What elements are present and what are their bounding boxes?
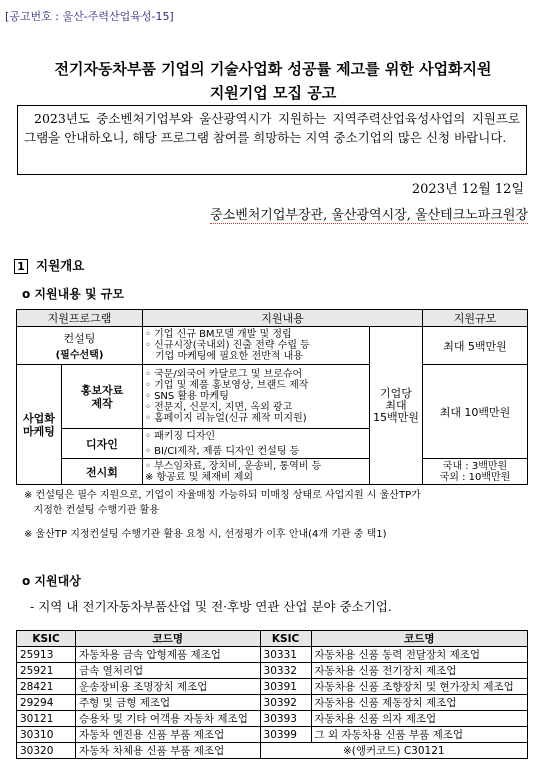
group-line: 사업화 (23, 411, 55, 425)
table-cell: 자동차용 신품 동력 전달장치 제조업 (311, 647, 527, 663)
subheading-support: o 지원내용 및 규모 (22, 287, 124, 301)
table-cell: 30393 (260, 711, 311, 727)
exhibition-scale (423, 459, 528, 485)
section-number: 1 (14, 259, 28, 274)
table-row (17, 679, 528, 695)
header-ksic: KSIC (260, 631, 311, 647)
announcement-date: 2023년 12월 12일 (411, 182, 524, 197)
table-cell: 자동차용 신품 제동장치 제조업 (311, 695, 527, 711)
support-table (16, 309, 528, 485)
program-promo (62, 365, 143, 429)
table-cell: 30320 (17, 743, 76, 759)
consulting-scale: 최대 5백만원 (423, 327, 528, 365)
list-item: ◦ 국문/외국어 카달로그 및 브로슈어 (145, 369, 303, 380)
subheading-target: o 지원대상 (22, 574, 81, 588)
list-item: ◦ 패키징 디자인 (145, 430, 216, 442)
program-exhibition: 전시회 (62, 459, 143, 485)
issuer: 중소벤처기업부장관, 울산광역시장, 울산테크노파크원장 (210, 204, 528, 224)
note-line: 지정한 컨설팅 수행기관 활용 (24, 505, 159, 516)
title-line-2: 지원기업 모집 공고 (209, 84, 337, 102)
consulting-content (143, 327, 370, 365)
promo-content (143, 365, 370, 429)
list-item: ◦ 전문지, 신문지, 지면, 옥외 광고 (145, 402, 293, 413)
table-row (17, 727, 528, 743)
anchor-code-note: ※(앵커코드) C30121 (260, 743, 527, 759)
table-cell: 30310 (17, 727, 76, 743)
table-cell: 자동차용 신품 전기장치 제조업 (311, 663, 527, 679)
table-cell: 주형 및 금형 제조업 (76, 695, 261, 711)
marketing-group (17, 365, 62, 485)
table-cell: 승용차 및 기타 여객용 자동차 제조업 (76, 711, 261, 727)
marketing-scale: 최대 10백만원 (423, 365, 528, 459)
table-cell: 자동차용 신품 조향장치 및 현가장치 제조업 (311, 679, 527, 695)
table-cell: 자동차 차체용 신품 부품 제조업 (76, 743, 261, 759)
consulting-name: 컨설팅 (63, 332, 96, 345)
promo-name-line: 홍보자료 (80, 383, 124, 397)
program-consulting (17, 327, 143, 365)
list-item: ◦ 기업 및 제품 홍보영상, 브랜드 제작 (145, 380, 309, 391)
section-heading (14, 256, 84, 274)
table-cell: 금속 열처리업 (76, 663, 261, 679)
title-line-1: 전기자동차부품 기업의 기술사업화 성공률 제고를 위한 사업화지원 (54, 60, 492, 78)
per-company-line: 기업당 (380, 386, 412, 400)
table-cell: 29294 (17, 695, 76, 711)
target-text: - 지역 내 전기자동차부품산업 및 전·후방 연관 산업 분야 중소기업. (30, 599, 392, 614)
list-item: 기업 마케팅에 필요한 전반적 내용 (155, 351, 303, 362)
list-item: ◦ 신규시장(국내외) 진출 전략 수립 등 (145, 340, 310, 351)
table-cell: 자동차용 금속 압형제품 제조업 (76, 647, 261, 663)
list-item: ※ 항공료 및 체재비 제외 (145, 471, 254, 483)
per-company-line: 15백만원 (373, 410, 419, 424)
per-company-line: 최대 (385, 398, 407, 412)
table-cell: 30121 (17, 711, 76, 727)
header-scale: 지원규모 (423, 310, 528, 327)
table-cell: 운송장비용 조명장치 제조업 (76, 679, 261, 695)
table-cell: 30332 (260, 663, 311, 679)
table-cell: 28421 (17, 679, 76, 695)
intro-box (17, 105, 527, 175)
header-program: 지원프로그램 (17, 310, 143, 327)
list-item: ◦ 부스임차료, 장치비, 운송비, 통역비 등 (145, 460, 322, 472)
intro-text: 2023년도 중소벤처기업부와 울산광역시가 지원하는 지역주력산업육성사업의 지원프로그램을 안내하오니, 해당 프로그램 참여를 희망하는 지역 중소기업의 많은 신청 바랍니다. (24, 111, 520, 145)
per-company-scale (370, 327, 423, 485)
design-content (143, 429, 370, 459)
table-row (17, 695, 528, 711)
exhibition-scale-line: 국외 : 10백만원 (439, 471, 511, 483)
promo-name-line: 제작 (91, 396, 113, 410)
list-item: ◦ 기업 신규 BM모델 개발 및 정립 (145, 329, 292, 340)
header-code-name: 코드명 (311, 631, 527, 647)
header-ksic: KSIC (17, 631, 76, 647)
list-item: ◦ 홈페이지 리뉴얼(신규 제작 미지원) (145, 413, 307, 424)
table-cell: 30399 (260, 727, 311, 743)
program-design: 디자인 (62, 429, 143, 459)
list-item: ◦ SNS 활용 마케팅 (145, 391, 229, 402)
list-item: ◦ BI/CI제작, 제품 디자인 컨설팅 등 (145, 445, 300, 457)
table-cell: 30392 (260, 695, 311, 711)
note-consulting (24, 488, 421, 518)
table-cell: 자동차 엔진용 신품 부품 제조업 (76, 727, 261, 743)
table-row (17, 711, 528, 727)
exhibition-scale-line: 국내 : 3백만원 (442, 460, 508, 472)
header-code-name: 코드명 (76, 631, 261, 647)
group-line: 마케팅 (23, 424, 55, 438)
table-cell: 자동차용 신품 의자 제조업 (311, 711, 527, 727)
table-cell: 30331 (260, 647, 311, 663)
table-cell: 25913 (17, 647, 76, 663)
table-cell: 그 외 자동차용 신품 부품 제조업 (311, 727, 527, 743)
table-cell: 25921 (17, 663, 76, 679)
table-cell: 30391 (260, 679, 311, 695)
notice-number: [공고번호 : 울산-주력산업육성-15] (5, 10, 174, 23)
header-content: 지원내용 (143, 310, 423, 327)
note-tp: ※ 울산TP 지정컨설팅 수행기관 활용 요청 시, 선정평가 이후 안내(4개 기관 중 택1) (24, 529, 387, 540)
ksic-table (16, 630, 528, 759)
table-row (17, 663, 528, 679)
section-title: 지원개요 (36, 258, 85, 273)
consulting-sub: (필수선택) (55, 350, 104, 361)
table-row (17, 743, 528, 759)
note-line: ※ 컨설팅은 필수 지원으로, 기업이 자율매칭 가능하되 미매칭 상태로 사업지원 시 울산TP가 (24, 490, 421, 501)
exhibition-content (143, 459, 370, 485)
table-row (17, 647, 528, 663)
